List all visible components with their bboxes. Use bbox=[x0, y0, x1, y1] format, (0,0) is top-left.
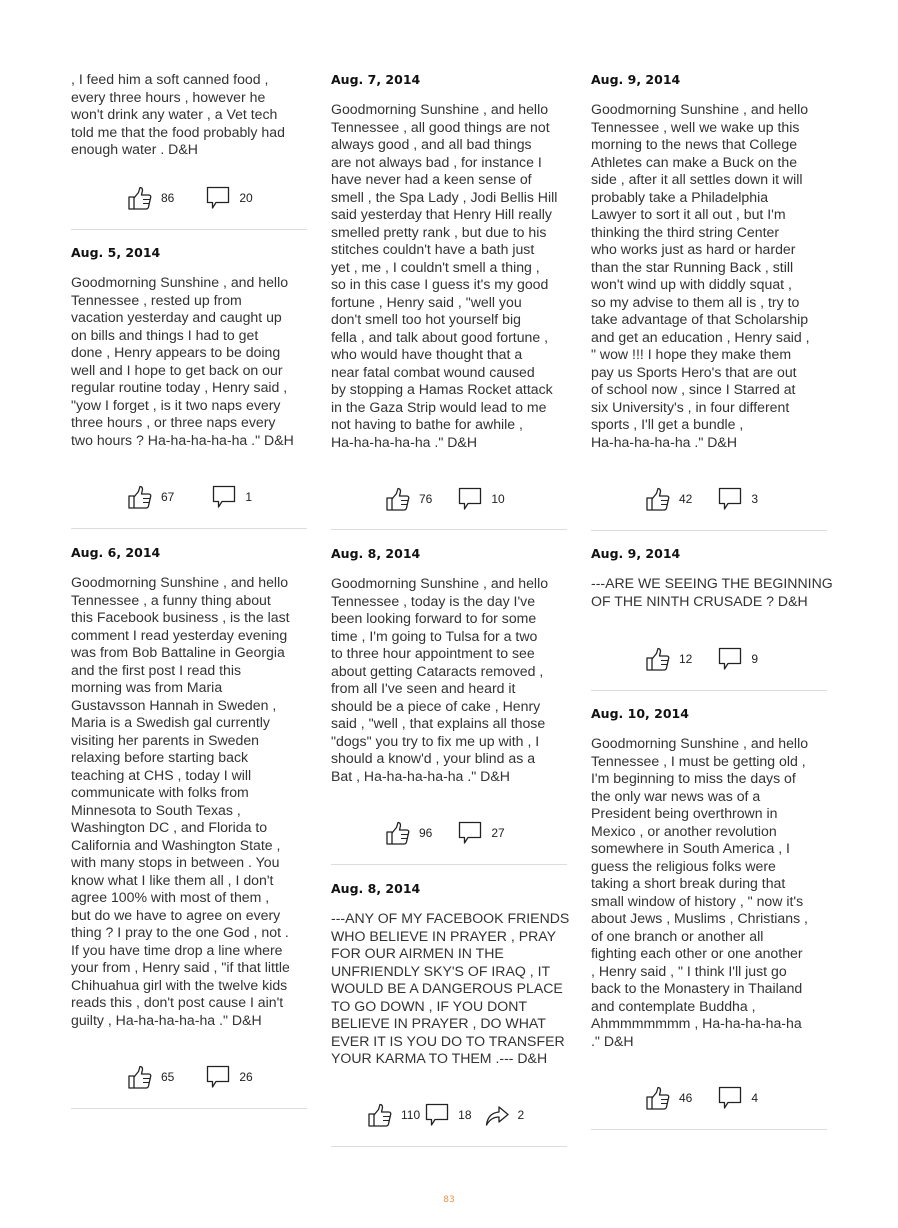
post-text: Goodmorning Sunshine , and hello Tennessee , a funny thing about this Facebook business , is the last comment I read yesterday evening was from Bob Battaline in Georgia and the first post I read this morning was from Maria Gustavsson Hannah in Sweden , Maria is a Swedish gal currently visiting her parents in Sweden relaxing before starting back teaching at CHS , today I will communicate with folks from Minnesota to South Texas , Washington DC , and Florida to California and Washington State , with many stops in between . You know what I like them all , I don't agree 100% with most of them , but do we have to agree on every thing ? I pray to the one God , not . If you have time drop a line where your from , Henry said , "if that little Chihuahua girl with the twelve kids reads this , don't post cause I ain't guilty , Ha-ha-ha-ha-ha ." D&H bbox=[71, 574, 290, 1028]
thumbs-up-icon bbox=[127, 1064, 153, 1090]
like-count: 86 bbox=[161, 191, 175, 205]
post-separator bbox=[591, 530, 827, 531]
comment-bubble-icon bbox=[211, 484, 237, 510]
comment-bubble-icon bbox=[205, 185, 231, 211]
comment-button[interactable] bbox=[717, 486, 758, 512]
post-separator bbox=[71, 1108, 307, 1109]
like-button[interactable] bbox=[385, 820, 432, 846]
comment-count: 4 bbox=[751, 1091, 759, 1105]
comment-button[interactable] bbox=[457, 820, 504, 846]
post-card bbox=[331, 72, 576, 451]
post-date: Aug. 8, 2014 bbox=[331, 546, 421, 561]
comment-count: 9 bbox=[751, 652, 759, 666]
post-text: Goodmorning Sunshine , and hello Tennessee , all good things are not always good , and all bad things are not always bad , for instance I have never had a keen sense of smell , the Spa Lady , Jodi Bellis Hill said yesterday that Henry Hill really smelled pretty rank , but due to his stitches couldn't have a bath just yet , me , I couldn't smell a thing , so in this case I guess it's my good fortune , Henry said , "well you don't smell too hot yourself big fella , and talk about good fortune , who would have thought that a near fatal combat wound caused by stopping a Hamas Rocket attack in the Gaza Strip would lead to me not having to bathe for awhile , Ha-ha-ha-ha-ha ." D&H bbox=[331, 101, 558, 450]
post-actions bbox=[127, 1064, 253, 1090]
thumbs-up-icon bbox=[385, 820, 411, 846]
comment-button[interactable] bbox=[717, 1085, 758, 1111]
like-button[interactable] bbox=[645, 646, 692, 672]
comment-count: 3 bbox=[751, 492, 759, 506]
share-arrow-icon bbox=[484, 1102, 510, 1128]
post-separator bbox=[71, 229, 307, 230]
comment-button[interactable] bbox=[205, 185, 252, 211]
like-count: 76 bbox=[419, 492, 433, 506]
like-count: 65 bbox=[161, 1070, 175, 1084]
like-button[interactable] bbox=[645, 486, 692, 512]
comment-count: 20 bbox=[239, 191, 253, 205]
post-separator bbox=[71, 528, 307, 529]
post-text: Goodmorning Sunshine , and hello Tennessee , I must be getting old , I'm beginning to miss the days of the only war news was of a President being overthrown in Mexico , or another revolution somewhere in South America , I guess the religious folks were taking a short break during that small window of history , " now it's about Jews , Muslims , Christians , of one branch or another all fighting each other or one another , Henry said , " I think I'll just go back to the Monastery in Thailand and contemplate Buddha , Ahmmmmmmm , Ha-ha-ha-ha-ha ." D&H bbox=[591, 735, 809, 1049]
like-count: 46 bbox=[679, 1091, 693, 1105]
like-count: 110 bbox=[401, 1108, 421, 1122]
post-actions bbox=[645, 1085, 758, 1111]
thumbs-up-icon bbox=[385, 486, 411, 512]
share-count: 2 bbox=[517, 1108, 525, 1122]
post-date: Aug. 10, 2014 bbox=[591, 706, 689, 721]
comment-count: 18 bbox=[458, 1108, 472, 1122]
comment-bubble-icon bbox=[457, 486, 483, 512]
comment-bubble-icon bbox=[457, 820, 483, 846]
post-actions bbox=[385, 820, 505, 846]
like-count: 12 bbox=[679, 652, 693, 666]
like-button[interactable] bbox=[127, 1064, 174, 1090]
comment-bubble-icon bbox=[717, 486, 743, 512]
like-button[interactable] bbox=[127, 185, 174, 211]
post-text: Goodmorning Sunshine , and hello Tennessee , rested up from vacation yesterday and caught up on bills and things I had to get done , Henry appears to be doing well and I hope to get back on our regular routine today , Henry said , "yow I forget , is it two naps every three hours , or three naps every two hours ? Ha-ha-ha-ha-ha ." D&H bbox=[71, 274, 294, 448]
comment-bubble-icon bbox=[717, 1085, 743, 1111]
post-card bbox=[331, 546, 576, 785]
thumbs-up-icon bbox=[127, 185, 153, 211]
comment-count: 26 bbox=[239, 1070, 253, 1084]
post-card bbox=[591, 546, 836, 610]
thumbs-up-icon bbox=[127, 484, 153, 510]
post-date: Aug. 8, 2014 bbox=[331, 881, 421, 896]
post-card bbox=[71, 545, 316, 1029]
like-count: 42 bbox=[679, 492, 693, 506]
post-text: ---ANY OF MY FACEBOOK FRIENDS WHO BELIEVE IN PRAYER , PRAY FOR OUR AIRMEN IN THE UNFRIENDLY SKY'S OF IRAQ , IT WOULD BE A DANGEROUS PLACE TO GO DOWN , IF YOU DONT BELIEVE IN PRAYER , DO WHAT EVER IT IS YOU DO TO TRANSFER YOUR KARMA TO THEM .--- D&H bbox=[331, 910, 570, 1066]
post-actions bbox=[385, 486, 505, 512]
share-button[interactable] bbox=[484, 1102, 525, 1128]
like-button[interactable] bbox=[645, 1085, 692, 1111]
post-actions bbox=[127, 484, 252, 510]
comment-button[interactable] bbox=[205, 1064, 252, 1090]
comment-count: 27 bbox=[491, 826, 505, 840]
comment-bubble-icon bbox=[424, 1102, 450, 1128]
post-date: Aug. 6, 2014 bbox=[71, 545, 161, 560]
post-text: ---ARE WE SEEING THE BEGINNING OF THE NINTH CRUSADE ? D&H bbox=[591, 575, 833, 609]
post-separator bbox=[331, 1146, 567, 1147]
post-date: Aug. 9, 2014 bbox=[591, 72, 681, 87]
post-card bbox=[71, 71, 316, 159]
post-text: , I feed him a soft canned food , every three hours , however he won't drink any water , a Vet tech told me that the food probably had enough water . D&H bbox=[71, 71, 285, 157]
comment-button[interactable] bbox=[211, 484, 252, 510]
comment-bubble-icon bbox=[205, 1064, 231, 1090]
post-text: Goodmorning Sunshine , and hello Tennessee , today is the day I've been looking forward to for some time , I'm going to Tulsa for a two to three hour appointment to see about getting Cataracts removed , from all I've seen and heard it should be a piece of cake , Henry said , "well , that explains all those "dogs" you try to fix me up with , I should a know'd , your blind as a Bat , Ha-ha-ha-ha-ha ." D&H bbox=[331, 575, 549, 784]
like-button[interactable] bbox=[127, 484, 174, 510]
comment-button[interactable] bbox=[457, 486, 504, 512]
post-date: Aug. 7, 2014 bbox=[331, 72, 421, 87]
thumbs-up-icon bbox=[645, 1085, 671, 1111]
post-card bbox=[591, 706, 836, 1050]
thumbs-up-icon bbox=[645, 646, 671, 672]
post-separator bbox=[591, 1129, 827, 1130]
like-count: 67 bbox=[161, 490, 175, 504]
page-number: 83 bbox=[443, 1195, 455, 1205]
post-card bbox=[331, 881, 576, 1068]
post-separator bbox=[331, 529, 567, 530]
post-card bbox=[591, 72, 836, 451]
like-button[interactable] bbox=[367, 1102, 420, 1128]
comment-bubble-icon bbox=[717, 646, 743, 672]
post-text: Goodmorning Sunshine , and hello Tennessee , well we wake up this morning to the news that College Athletes can make a Buck on the side , after it all settles down it will probably take a Philadelphia Lawyer to sort it all out , but I'm thinking the third string Center who works just as hard or harder than the star Running Back , still won't wind up with diddly squat , so my advise to them all is , try to take advantage of that Scholarship and get an education , Henry said , " wow !!! I hope they make them pay us Sports Hero's that are out of school now , since I Starred at six University's , in four different sports , I'll get a bundle , Ha-ha-ha-ha-ha ." D&H bbox=[591, 101, 810, 450]
comment-count: 1 bbox=[245, 490, 253, 504]
comment-button[interactable] bbox=[424, 1102, 471, 1128]
thumbs-up-icon bbox=[367, 1102, 393, 1128]
comment-count: 10 bbox=[491, 492, 505, 506]
post-card bbox=[71, 245, 316, 449]
like-count: 96 bbox=[419, 826, 433, 840]
post-actions bbox=[367, 1102, 524, 1128]
comment-button[interactable] bbox=[717, 646, 758, 672]
like-button[interactable] bbox=[385, 486, 432, 512]
post-separator bbox=[591, 690, 827, 691]
post-actions bbox=[127, 185, 253, 211]
post-date: Aug. 9, 2014 bbox=[591, 546, 681, 561]
post-actions bbox=[645, 646, 758, 672]
thumbs-up-icon bbox=[645, 486, 671, 512]
post-separator bbox=[331, 864, 567, 865]
post-date: Aug. 5, 2014 bbox=[71, 245, 161, 260]
post-actions bbox=[645, 486, 758, 512]
